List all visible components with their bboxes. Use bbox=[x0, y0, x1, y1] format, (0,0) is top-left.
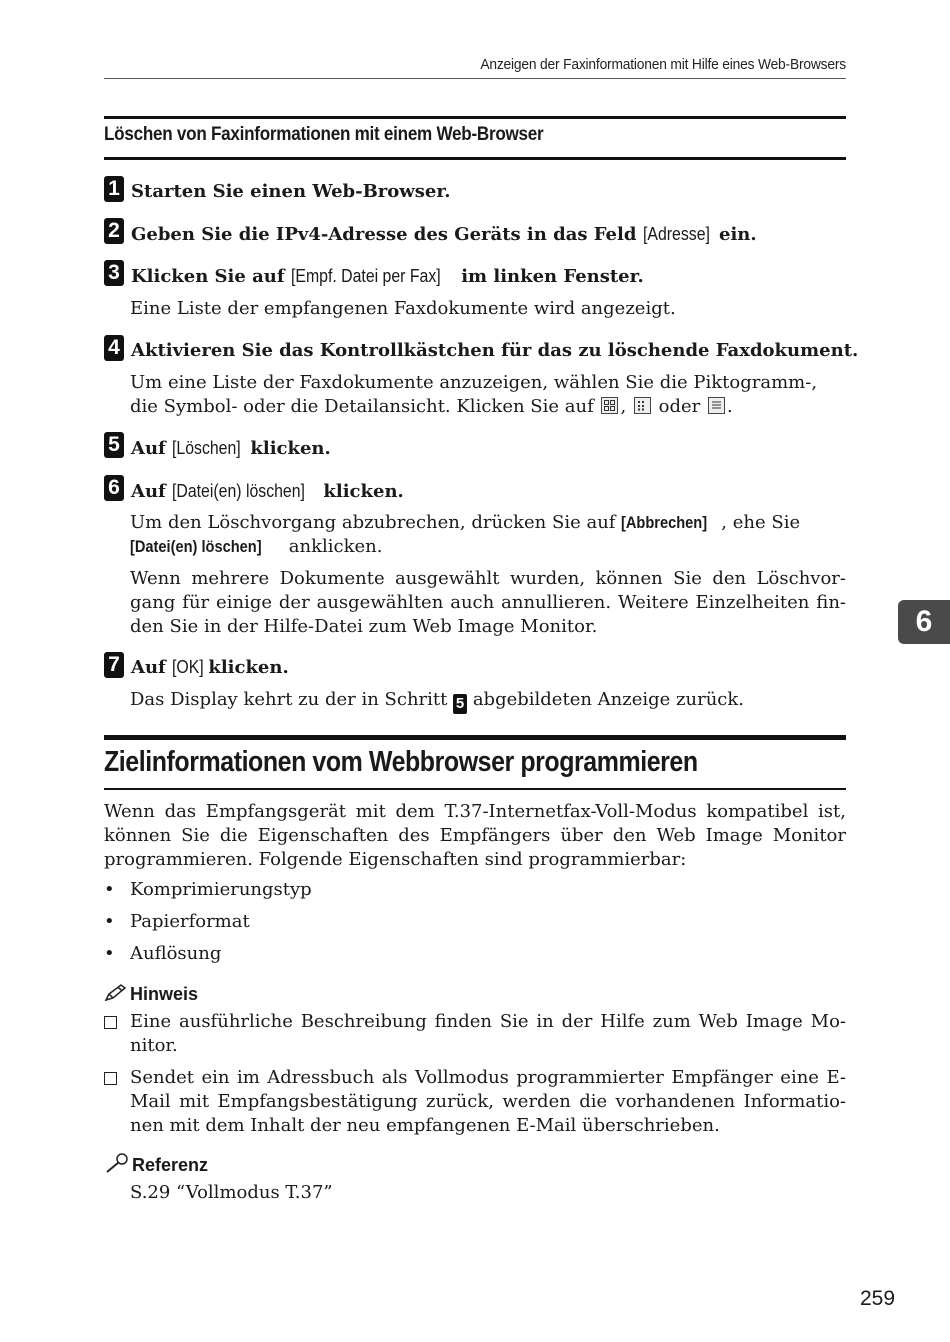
step-7-heading bbox=[131, 657, 289, 678]
step-number-7: 7 bbox=[104, 652, 124, 678]
step-5-text-pre: Auf bbox=[131, 438, 173, 459]
bullet-text-komprimierungstyp: Komprimierungstyp bbox=[130, 879, 312, 900]
bullet-item: • Papierformat bbox=[104, 911, 250, 932]
step-4-body-line1: Um eine Liste der Faxdokumente anzuzeigen, wählen Sie die Piktogramm-, bbox=[130, 372, 818, 393]
thumbnail-view-icon bbox=[601, 397, 618, 414]
step-2-ui-ref: [Adresse] bbox=[642, 224, 710, 244]
step-3-body: Eine Liste der empfangenen Faxdokumente wird angezeigt. bbox=[130, 298, 676, 319]
step-4-heading: Aktivieren Sie das Kontrollkästchen für das zu löschende Faxdokument. bbox=[131, 340, 859, 361]
step-6-body-1-mid: , ehe Sie bbox=[721, 512, 801, 533]
section-bottom-rule bbox=[104, 788, 846, 790]
icon-view-icon bbox=[634, 397, 651, 414]
step-7-text-pre: Auf bbox=[131, 657, 173, 678]
step-4-body-line2-end: . bbox=[726, 396, 733, 417]
step-6-text-post: klicken. bbox=[317, 481, 404, 502]
header-divider bbox=[104, 78, 846, 79]
detail-view-icon bbox=[708, 397, 725, 414]
step-6-body-1 bbox=[130, 511, 846, 559]
step-7-ui-ref: [OK] bbox=[172, 657, 204, 677]
step-2-text-pre: Geben Sie die IPv4-Adresse des Geräts in das Feld bbox=[131, 224, 643, 245]
icon-separator-comma: , bbox=[620, 396, 632, 417]
step-7-body bbox=[130, 688, 846, 714]
reference-heading bbox=[104, 1152, 208, 1176]
step-5-text-post: klicken. bbox=[244, 438, 331, 459]
note-checkbox-icon bbox=[104, 1072, 117, 1085]
section-intro: Wenn das Empfangsgerät mit dem T.37-Internetfax-Voll-Modus kompatibel ist, können Sie die Eigenschaften des Empfängers über den Web Image Monitor programmieren. Folgende Eigenschaften sind programmierbar: bbox=[104, 801, 846, 870]
step-1-text: Starten Sie einen Web-Browser. bbox=[131, 181, 451, 202]
step-7-text-post: klicken. bbox=[202, 657, 289, 678]
reference-title: Referenz bbox=[132, 1155, 209, 1175]
abbrechen-ui-ref: [Abbrechen] bbox=[621, 513, 708, 532]
subsection-title: Löschen von Faxinformationen mit einem Web-Browser bbox=[104, 124, 544, 145]
step-3-text-post: im linken Fenster. bbox=[454, 266, 644, 287]
note-checkbox-icon bbox=[104, 1016, 117, 1029]
step-2-text-post: ein. bbox=[712, 224, 757, 245]
reference-link[interactable]: S.29 “Vollmodus T.37” bbox=[130, 1182, 333, 1203]
bullet-text-aufloesung: Auflösung bbox=[130, 943, 222, 964]
step-number-3: 3 bbox=[104, 260, 124, 286]
step-6-body-2: Wenn mehrere Dokumente ausgewählt wurden, können Sie den Löschvor-gang für einige der ausgewählten auch annullieren. Weitere Einzelheiten fin-den Sie in der Hilfe-Datei zum Web Image Monitor. bbox=[130, 568, 846, 637]
chapter-tab: 6 bbox=[898, 600, 950, 644]
note-title: Hinweis bbox=[130, 984, 199, 1004]
step-4-body bbox=[130, 371, 846, 419]
step-number-1: 1 bbox=[104, 176, 124, 202]
page-number: 259 bbox=[860, 1287, 896, 1310]
running-header: Anzeigen der Faxinformationen mit Hilfe eines Web-Browsers bbox=[480, 56, 846, 73]
step-6-text-pre: Auf bbox=[131, 481, 173, 502]
magnifier-icon bbox=[104, 1152, 130, 1174]
step-4-body-line2-text: die Symbol- oder die Detailansicht. Klicken Sie auf bbox=[130, 396, 600, 417]
subsection-bottom-rule bbox=[104, 157, 846, 160]
bullet-item: • Auflösung bbox=[104, 943, 222, 964]
step-7-body-post: abgebildeten Anzeige zurück. bbox=[467, 689, 745, 710]
step-5-ui-ref: [Löschen] bbox=[172, 438, 241, 458]
section-top-rule bbox=[104, 735, 846, 740]
step-6-body-1-pre: Um den Löschvorgang abzubrechen, drücken Sie auf bbox=[130, 512, 622, 533]
note-heading bbox=[104, 983, 198, 1005]
step-6-heading bbox=[131, 481, 404, 502]
step-3-ui-ref: [Empf. Datei per Fax] bbox=[290, 266, 441, 286]
step-number-2: 2 bbox=[104, 218, 124, 244]
step-number-4: 4 bbox=[104, 335, 124, 361]
step-2-heading bbox=[131, 224, 757, 245]
step-3-heading bbox=[131, 266, 644, 287]
bullet-text-papierformat: Papierformat bbox=[130, 911, 250, 932]
step-4-body-line2 bbox=[130, 395, 846, 419]
step-6-body-1-post: anklicken. bbox=[283, 536, 383, 557]
step-5-heading bbox=[131, 438, 331, 459]
bullet-item: • Komprimierungstyp bbox=[104, 879, 312, 900]
note-2: Sendet ein im Adressbuch als Vollmodus programmierter Empfänger eine E-Mail mit Empfangsbestätigung zurück, werden die vorhandenen Informatio-nen mit dem Inhalt der neu empfangenen E-Mail überschrieben. bbox=[130, 1067, 846, 1136]
step-number-5: 5 bbox=[104, 432, 124, 458]
pencil-icon bbox=[104, 983, 128, 1003]
step-5-reference-badge: 5 bbox=[453, 694, 467, 714]
section-title: Zielinformationen vom Webbrowser programmieren bbox=[104, 746, 698, 778]
datei-loeschen-ui-ref: [Datei(en) löschen] bbox=[130, 537, 262, 556]
step-3-text-pre: Klicken Sie auf bbox=[131, 266, 291, 287]
icon-separator-oder: oder bbox=[652, 396, 706, 417]
note-1: Eine ausführliche Beschreibung finden Sie in der Hilfe zum Web Image Mo-nitor. bbox=[130, 1011, 846, 1056]
step-6-ui-ref: [Datei(en) löschen] bbox=[172, 481, 306, 501]
step-number-6: 6 bbox=[104, 475, 124, 501]
step-7-body-pre: Das Display kehrt zu der in Schritt bbox=[130, 689, 454, 710]
step-1-heading bbox=[131, 181, 450, 202]
subsection-top-rule bbox=[104, 116, 846, 119]
